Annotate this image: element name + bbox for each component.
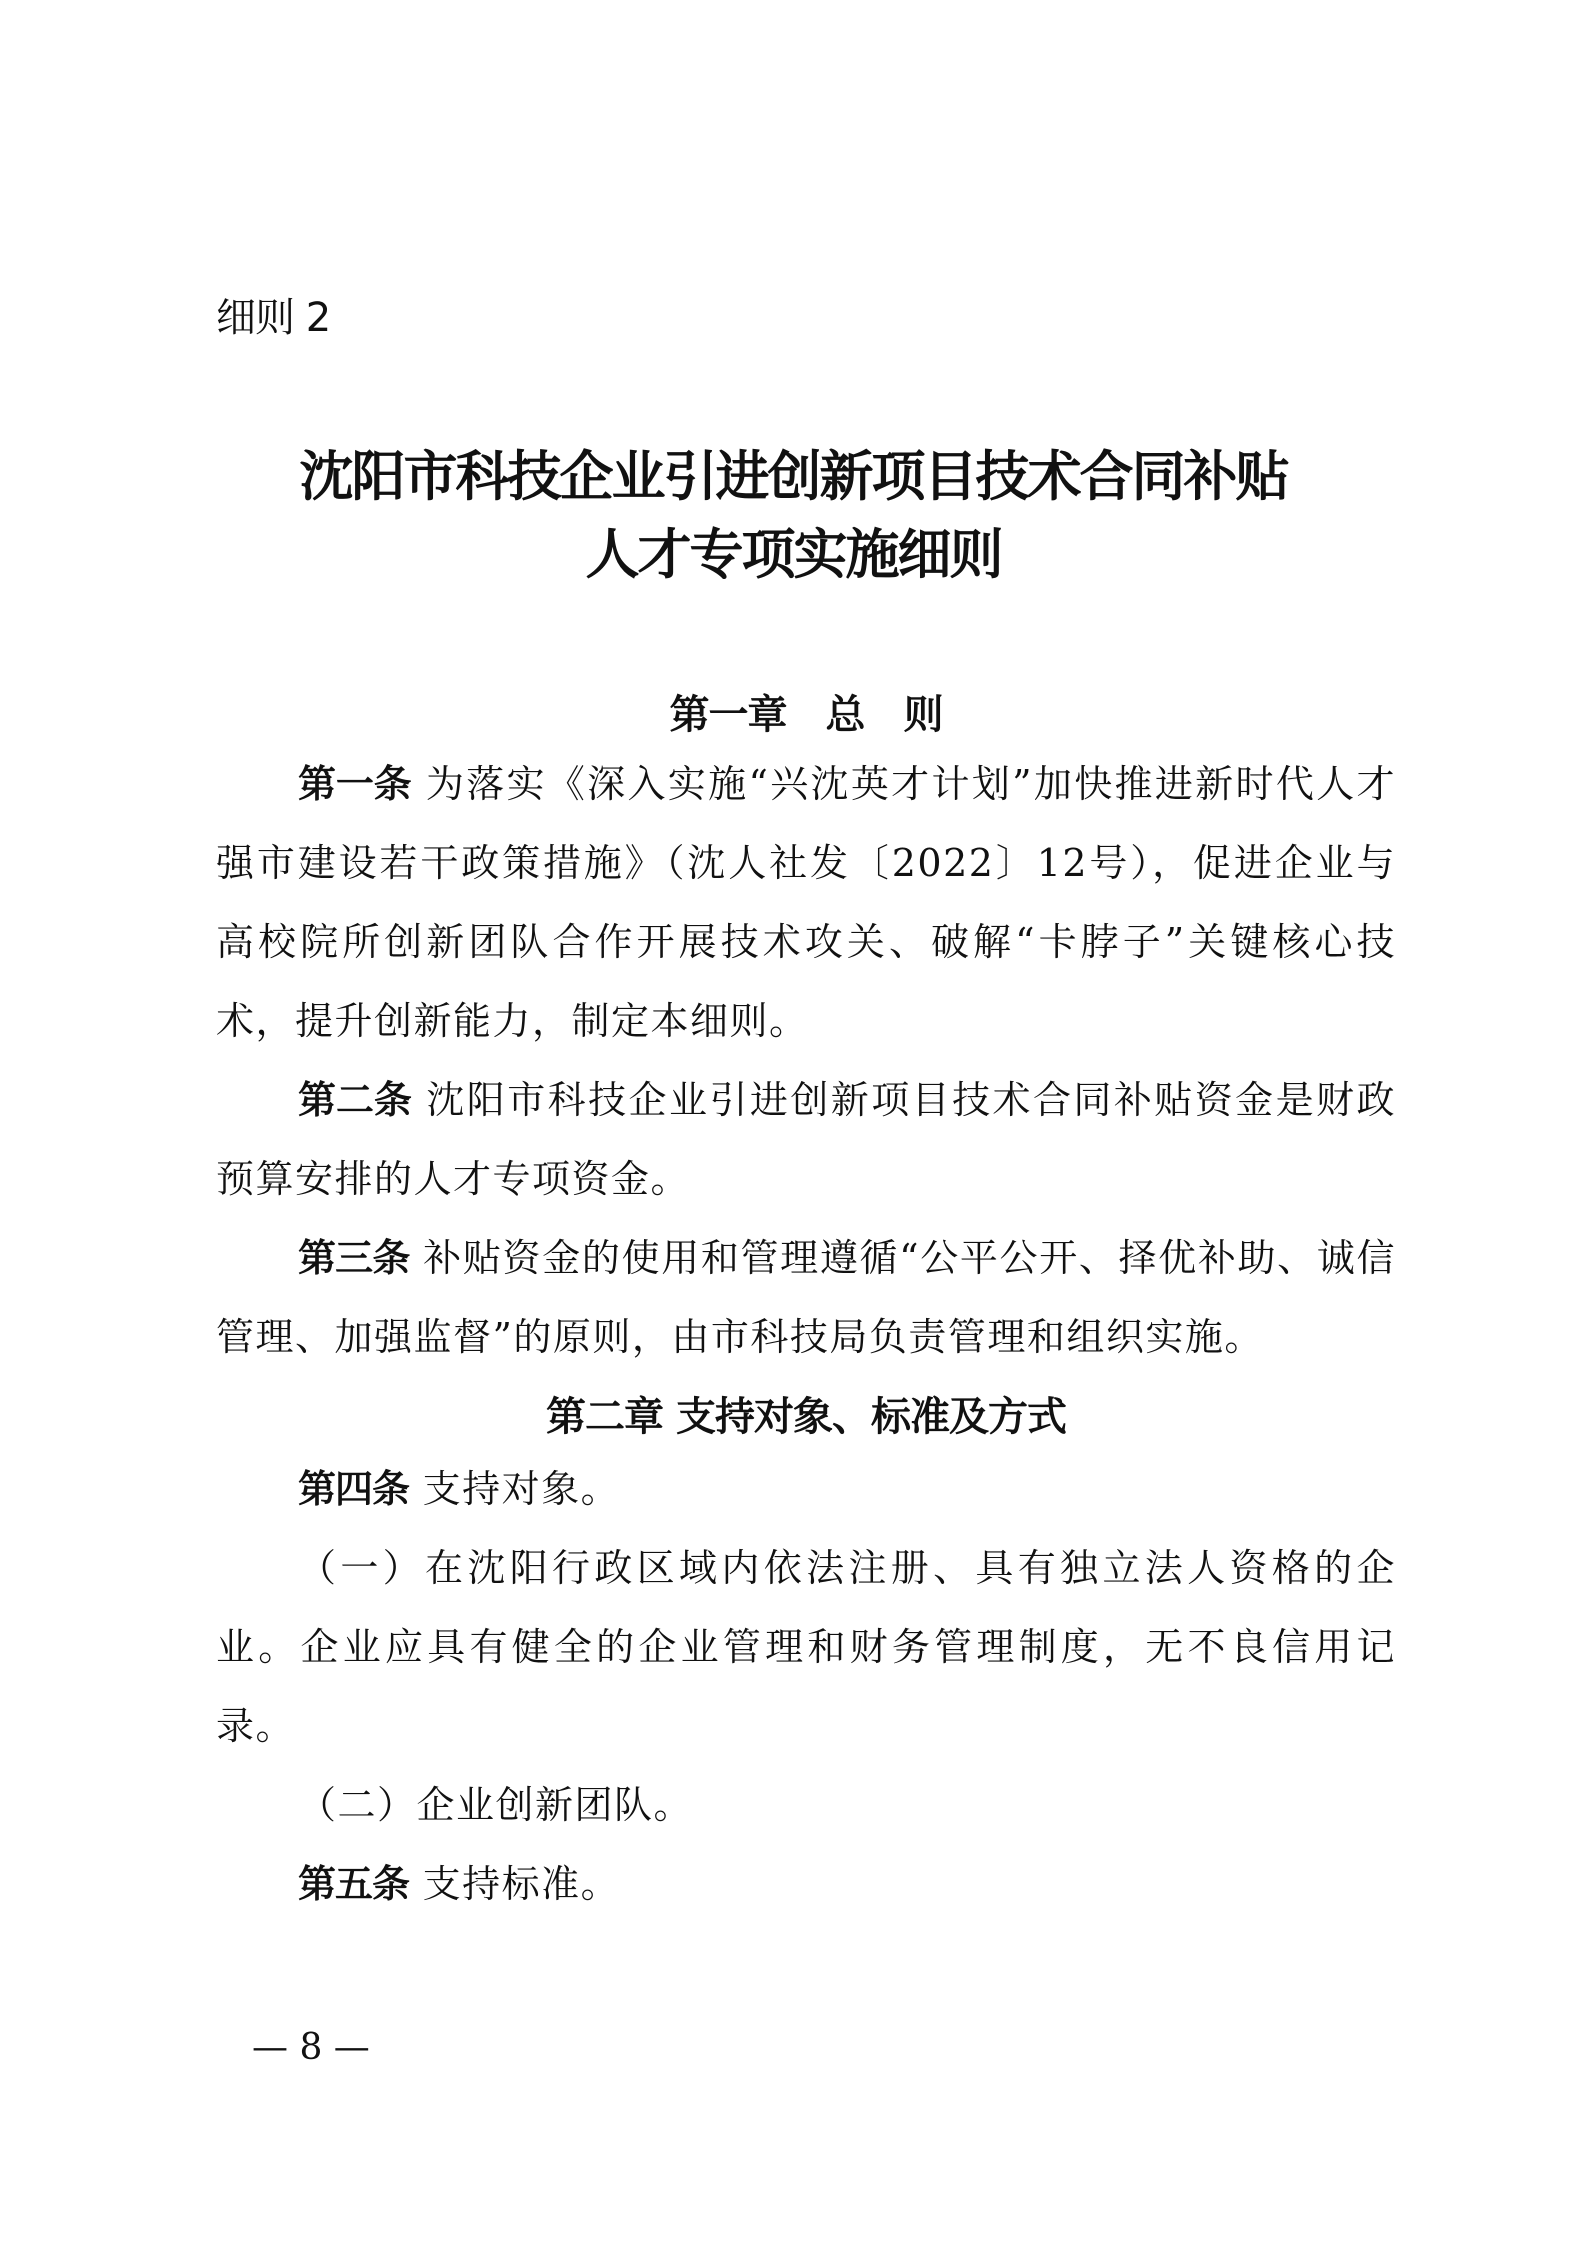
chapter-1-body bbox=[216, 745, 1396, 1377]
article-3-heading: 第三条 bbox=[298, 1236, 410, 1280]
article-3-text: 补贴资金的使用和管理遵循“公平公开、择优补助、诚信管理、加强监督”的原则，由市科技局负责管理和组织实施。 bbox=[216, 1236, 1396, 1359]
article-5 bbox=[216, 1845, 1396, 1924]
chapter-1-heading: 第一章 总 则 bbox=[669, 692, 943, 738]
article-1-heading: 第一条 bbox=[298, 762, 412, 806]
article-5-text: 支持标准。 bbox=[422, 1862, 621, 1906]
document-title-line2: 人才专项实施细则 bbox=[585, 522, 1002, 586]
attachment-label: 细则 2 bbox=[216, 295, 331, 341]
article-4-heading: 第四条 bbox=[298, 1467, 410, 1511]
article-4-text: 支持对象。 bbox=[422, 1467, 621, 1511]
chapter-2-body bbox=[216, 1450, 1396, 1924]
article-1-text: 为落实《深入实施“兴沈英才计划”加快推进新时代人才强市建设若干政策措施》（沈人社发〔2022〕12号），促进企业与高校院所创新团队合作开展技术攻关、破解“卡脖子”关键核心技术，提升创新能力，制定本细则。 bbox=[216, 762, 1396, 1043]
page-number: — 8 — bbox=[252, 2027, 370, 2068]
article-5-heading: 第五条 bbox=[298, 1862, 410, 1906]
article-3 bbox=[216, 1219, 1396, 1377]
chapter-2-heading: 第二章 支持对象、标准及方式 bbox=[546, 1394, 1066, 1440]
article-1 bbox=[216, 745, 1396, 1061]
article-2-heading: 第二条 bbox=[298, 1078, 412, 1122]
article-2 bbox=[216, 1061, 1396, 1219]
article-2-text: 沈阳市科技企业引进创新项目技术合同补贴资金是财政预算安排的人才专项资金。 bbox=[216, 1078, 1396, 1201]
article-4-item-2: （二）企业创新团队。 bbox=[298, 1783, 694, 1827]
article-4 bbox=[216, 1450, 1396, 1529]
article-4-item-1: （一）在沈阳行政区域内依法注册、具有独立法人资格的企业。企业应具有健全的企业管理和财务管理制度，无不良信用记录。 bbox=[216, 1546, 1396, 1748]
document-title-line1: 沈阳市科技企业引进创新项目技术合同补贴 bbox=[299, 444, 1288, 508]
